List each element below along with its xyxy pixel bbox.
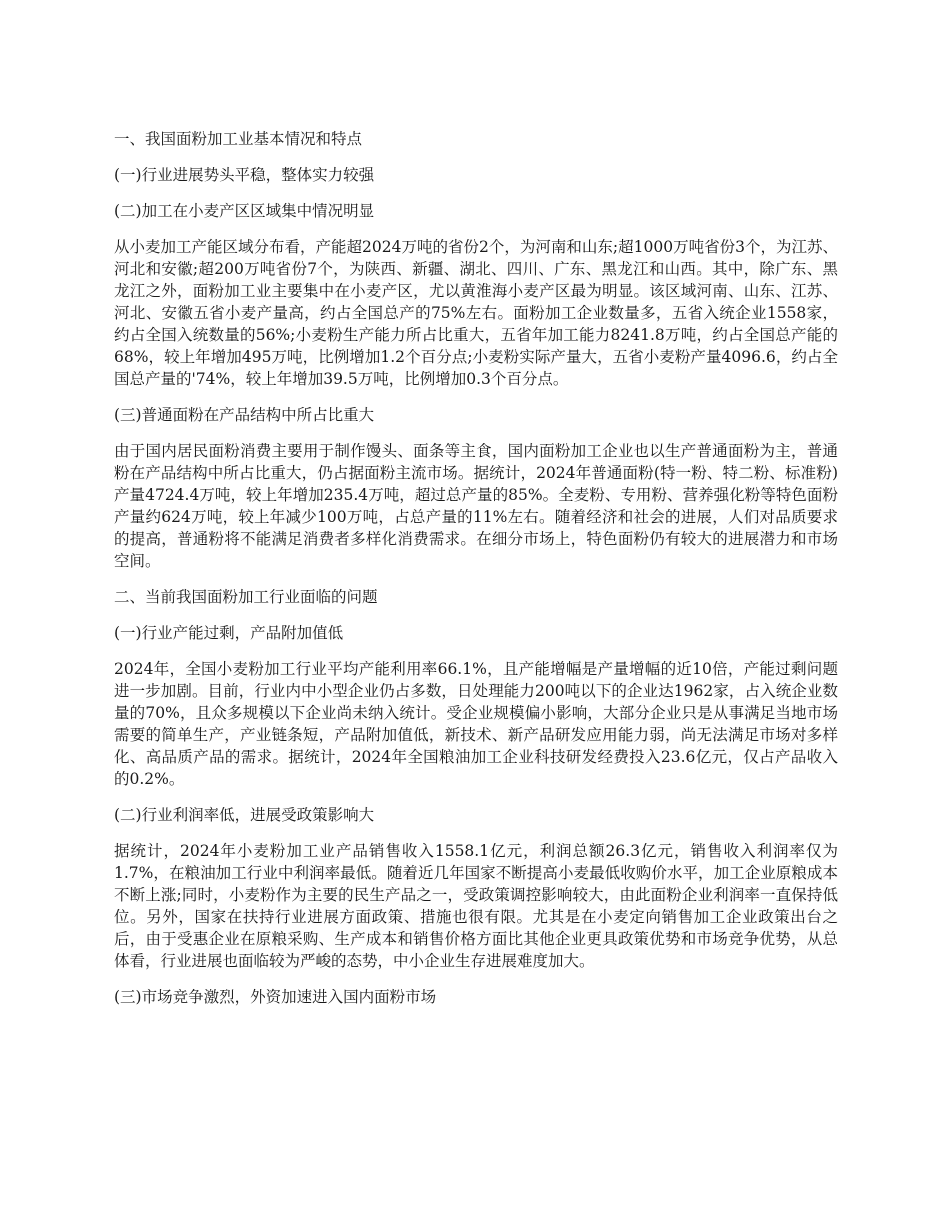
subsection-heading-2-3: (三)市场竞争激烈，外资加速进入国内面粉市场 [114,988,437,1006]
section-heading-2: 二、当前我国面粉加工行业面临的问题 [114,588,378,606]
section-heading-1: 一、我国面粉加工业基本情况和特点 [114,130,363,148]
subsection-heading-1-3: (三)普通面粉在产品结构中所占比重大 [114,406,375,424]
paragraph-overcapacity: 2024年，全国小麦粉加工行业平均产能利用率66.1%，且产能增幅是产量增幅的近10倍，产能过剩问题进一步加剧。目前，行业内中小型企业仍占多数，日处理能力200吨以下的企业达1962家，占入统企业数量的70%，且众多规模以下企业尚未纳入统计。受企业规模偏小影响，大部分企业只是从事满足当地市场需要的简单生产，产业链条短，产品附加值低，新技术、新产品研发应用能力弱，尚无法满足市场对多样化、高品质产品的需求。据统计，2024年全国粮油加工企业科技研发经费投入23.6亿元，仅占产品收入的0.2%。 [114,660,838,788]
paragraph-low-profit: 据统计，2024年小麦粉加工业产品销售收入1558.1亿元，利润总额26.3亿元，销售收入利润率仅为1.7%，在粮油加工行业中利润率最低。随着近几年国家不断提高小麦最低收购价水平，加工企业原粮成本不断上涨;同时，小麦粉作为主要的民生产品之一，受政策调控影响较大，由此面粉企业利润率一直保持低位。另外，国家在扶持行业进展方面政策、措施也很有限。尤其是在小麦定向销售加工企业政策出台之后，由于受惠企业在原粮采购、生产成本和销售价格方面比其他企业更具政策优势和市场竞争优势，从总体看，行业进展也面临较为严峻的态势，中小企业生存进展难度加大。 [114,842,838,970]
subsection-heading-1-1: (一)行业进展势头平稳，整体实力较强 [114,166,375,184]
document-body [114,120,838,1022]
subsection-heading-2-1: (一)行业产能过剩，产品附加值低 [114,624,344,642]
paragraph-regional-distribution: 从小麦加工产能区域分布看，产能超2024万吨的省份2个，为河南和山东;超1000万吨省份3个，为江苏、河北和安徽;超200万吨省份7个，为陕西、新疆、湖北、四川、广东、黑龙江和山西。其中，除广东、黑龙江之外，面粉加工业主要集中在小麦产区，尤以黄淮海小麦产区最为明显。该区域河南、山东、江苏、河北、安徽五省小麦产量高，约占全国总产的75%左右。面粉加工企业数量多，五省入统企业1558家，约占全国入统数量的56%;小麦粉生产能力所占比重大，五省年加工能力8241.8万吨，约占全国总产能的68%，较上年增加495万吨，比例增加1.2个百分点;小麦粉实际产量大，五省小麦粉产量4096.6，约占全国总产量的'74%，较上年增加39.5万吨，比例增加0.3个百分点。 [114,238,838,388]
subsection-heading-1-2: (二)加工在小麦产区区域集中情况明显 [114,202,375,220]
subsection-heading-2-2: (二)行业利润率低，进展受政策影响大 [114,806,375,824]
paragraph-product-structure: 由于国内居民面粉消费主要用于制作馒头、面条等主食，国内面粉加工企业也以生产普通面粉为主，普通粉在产品结构中所占比重大，仍占据面粉主流市场。据统计，2024年普通面粉(特一粉、特二粉、标准粉)产量4724.4万吨，较上年增加235.4万吨，超过总产量的85%。全麦粉、专用粉、营养强化粉等特色面粉产量约624万吨，较上年减少100万吨，占总产量的11%左右。随着经济和社会的进展，人们对品质要求的提高，普通粉将不能满足消费者多样化消费需求。在细分市场上，特色面粉仍有较大的进展潜力和市场空间。 [114,442,838,570]
